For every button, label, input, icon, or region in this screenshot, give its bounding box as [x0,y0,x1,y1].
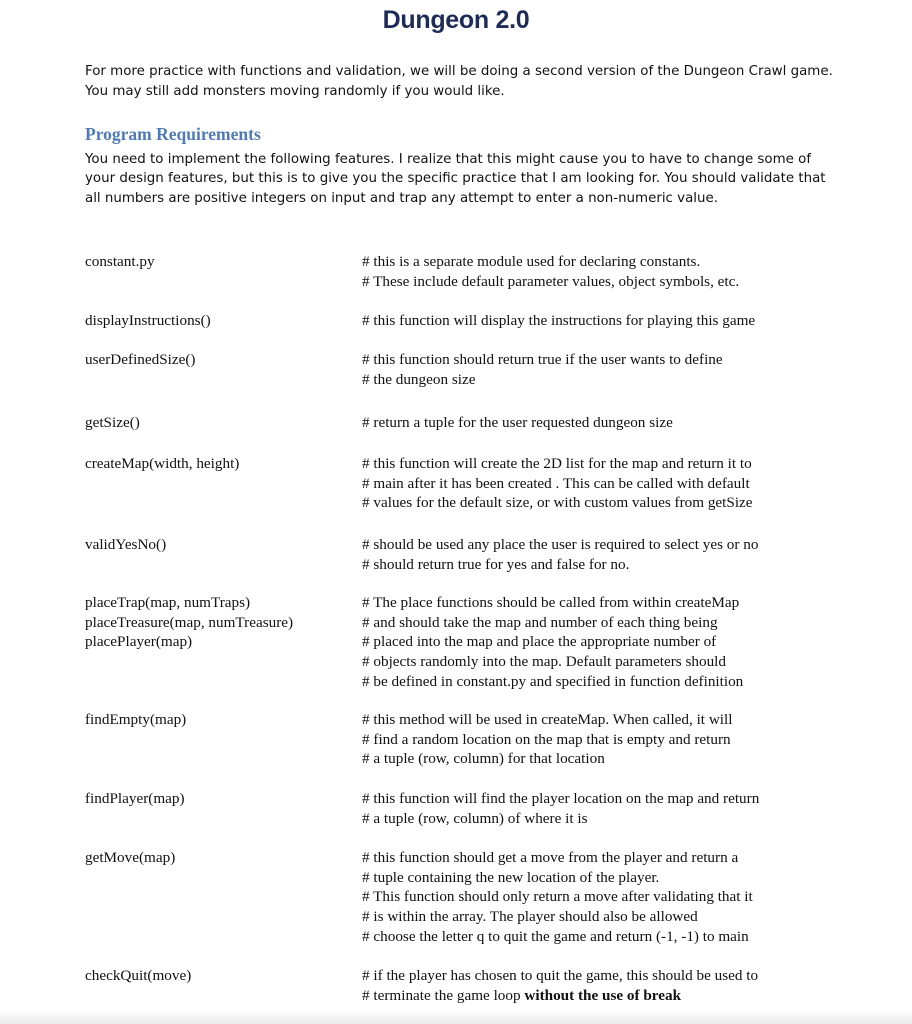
comment-line: # this function will find the player location on the map and return [362,790,760,807]
function-name: displayInstructions() [85,312,211,329]
function-comments [362,966,907,1005]
comment-line: # placed into the map and place the appropriate number of [362,633,717,651]
comment-line: # and should take the map and number of each thing being [362,613,718,631]
comment-line: # this is a separate module used for declaring constants. [362,253,701,270]
function-comments [362,848,907,947]
page-bottom-edge [0,1010,912,1024]
function-name: placeTreasure(map, numTreasure) [85,613,294,631]
function-name: findEmpty(map) [85,711,187,728]
function-names [85,454,355,474]
function-comments [362,311,907,331]
comment-line: # if the player has chosen to quit the game, this should be used to [362,967,759,984]
function-names [85,350,355,370]
function-name: getSize() [85,414,140,431]
document-title: Dungeon 2.0 [382,6,530,34]
comment-line: # objects randomly into the map. Default parameters should [362,653,726,671]
comment-line: # this function should return true if the user wants to define [362,351,723,368]
comment-text: # terminate the game loop [362,986,525,1004]
function-comments [362,252,907,291]
comment-line: # is within the array. The player should also be allowed [362,908,698,926]
function-comments [362,789,907,828]
function-comments [362,413,907,433]
comment-line: # values for the default size, or with custom values from getSize [362,494,753,512]
comment-line: # The place functions should be called from within createMap [362,594,740,611]
function-comments [362,535,907,574]
function-names [85,710,355,730]
function-names [85,252,355,272]
requirements-paragraph: You need to implement the following features. I realize that this might cause you to have to change some of your design features, but this is to give you the specific practice that I am looking for. You should validate that all numbers are positive integers on input and trap any attempt to enter a non-numeric value. [85,152,826,206]
function-name: checkQuit(move) [85,967,192,984]
function-name: createMap(width, height) [85,455,240,472]
function-names [85,848,355,868]
emphasis-text: without the use of break [524,986,682,1004]
function-name: placeTrap(map, numTraps) [85,594,251,611]
comment-line: # These include default parameter values, object symbols, etc. [362,272,740,290]
comment-line: # main after it has been created . This can be called with default [362,474,750,492]
function-name: getMove(map) [85,849,176,866]
comment-line: # should be used any place the user is required to select yes or no [362,536,759,553]
comment-line: # should return true for yes and false for no. [362,555,630,573]
function-name: userDefinedSize() [85,351,196,368]
function-names [85,413,355,433]
function-names [85,535,355,555]
comment-line: # this function should get a move from the player and return a [362,849,739,866]
function-comments [362,710,907,769]
section-heading: Program Requirements [85,124,261,144]
comment-line: # a tuple (row, column) of where it is [362,809,588,827]
comment-line [362,986,907,1006]
comment-line: # return a tuple for the user requested dungeon size [362,414,673,431]
function-comments [362,350,907,389]
function-names [85,966,355,986]
function-names [85,593,355,652]
comment-line: # tuple containing the new location of the player. [362,868,660,886]
comment-line: # be defined in constant.py and specified in function definition [362,672,744,690]
comment-line: # this function will create the 2D list for the map and return it to [362,455,752,472]
function-comments [362,593,907,692]
function-names [85,789,355,809]
function-name: constant.py [85,253,155,270]
comment-line: # the dungeon size [362,370,476,388]
comment-line: # This function should only return a move after validating that it [362,888,753,906]
comment-line: # choose the letter q to quit the game and return (-1, -1) to main [362,927,749,945]
comment-line: # find a random location on the map that is empty and return [362,730,731,748]
function-names [85,311,355,331]
function-name: validYesNo() [85,536,167,553]
comment-line: # a tuple (row, column) for that location [362,750,605,768]
function-name: placePlayer(map) [85,633,193,651]
intro-paragraph: For more practice with functions and validation, we will be doing a second version of the Dungeon Crawl game. You may still add monsters moving randomly if you would like. [85,64,833,99]
function-name: findPlayer(map) [85,790,185,807]
function-comments [362,454,907,513]
comment-line: # this function will display the instructions for playing this game [362,312,756,329]
comment-line: # this method will be used in createMap. When called, it will [362,711,733,728]
